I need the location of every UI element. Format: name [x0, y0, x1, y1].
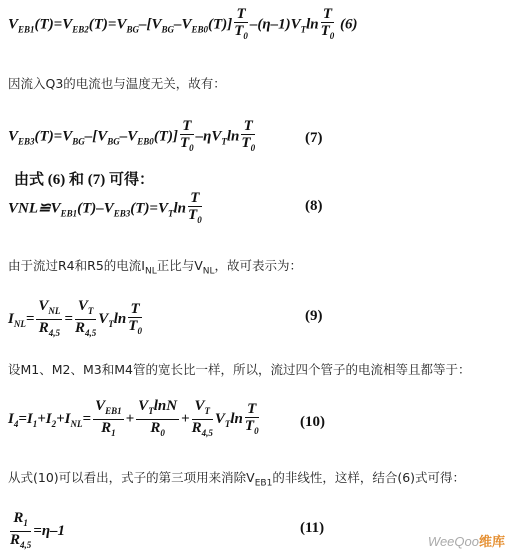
equation-number-8: (8) [305, 198, 323, 214]
equation-number-9: (9) [305, 308, 323, 324]
equation-number-10: (10) [300, 414, 325, 430]
equation-11: $\frac{R_1}{R_{4,5}}$ =η–1 [10, 510, 66, 550]
equation-7: $V_{EB3}(T)=V_{BG}-[V_{BG}-V_{EB0}(T)]$ $\frac{T}{T_0}$ $-\eta V_T\ln$ $\frac{T}{T_0}$ [8, 118, 256, 153]
paragraph-1: 因流入Q3的电流也与温度无关，故有： [8, 76, 226, 91]
equation-10: $I_4=I_1+I_2+I_{NL}=$ $\frac{V_{EB1}}{R_1}$ + $\frac{V_T\ln N}{R_0}$ + $\frac{V_T}{R_{4,5}}$ $V_T\ln$ $\frac{T}{T_0}$ [8, 398, 259, 438]
equation-8: $VNL≌V_{EB1}(T)-V_{EB3}(T)=V_T\ln$ $\frac{T}{T_0}$ [8, 190, 202, 225]
equation-number-7: (7) [305, 130, 323, 146]
equation-number-6: (6) [340, 16, 358, 33]
paragraph-3: 由于流过R4和R5的电流$I_{NL}$正比与$V_{NL}$，故可表示为： [8, 258, 303, 277]
equation-6: $V_{EB1}(T)=V_{EB2}(T)=V_{BG}-[V_{BG}-V_{EB0}(T)]$ $\frac{T}{T_0}$ $-(\eta-1)V_T\ln$ $\frac{T}{T_0}$ (6) [8, 6, 358, 41]
equation-number-11: (11) [300, 520, 325, 536]
paragraph-2: 由式 (6) 和 (7) 可得： [14, 172, 154, 188]
paragraph-5: 从式(10)可以看出，式子的第三项用来消除$V_{EB1}$的非线性，这样，结合(6)式可得： [8, 470, 466, 489]
paragraph-4: 设M1、M2、M3和M4管的宽长比一样，所以，流过四个管子的电流相等且都等于： [8, 362, 471, 377]
watermark-logo: WeeQoo维库 [427, 534, 505, 549]
equation-9: $I_{NL}=$ $\frac{V_{NL}}{R_{4,5}}$ = $\frac{V_T}{R_{4,5}}$ $V_T\ln$ $\frac{T}{T_0}$ [8, 298, 142, 338]
